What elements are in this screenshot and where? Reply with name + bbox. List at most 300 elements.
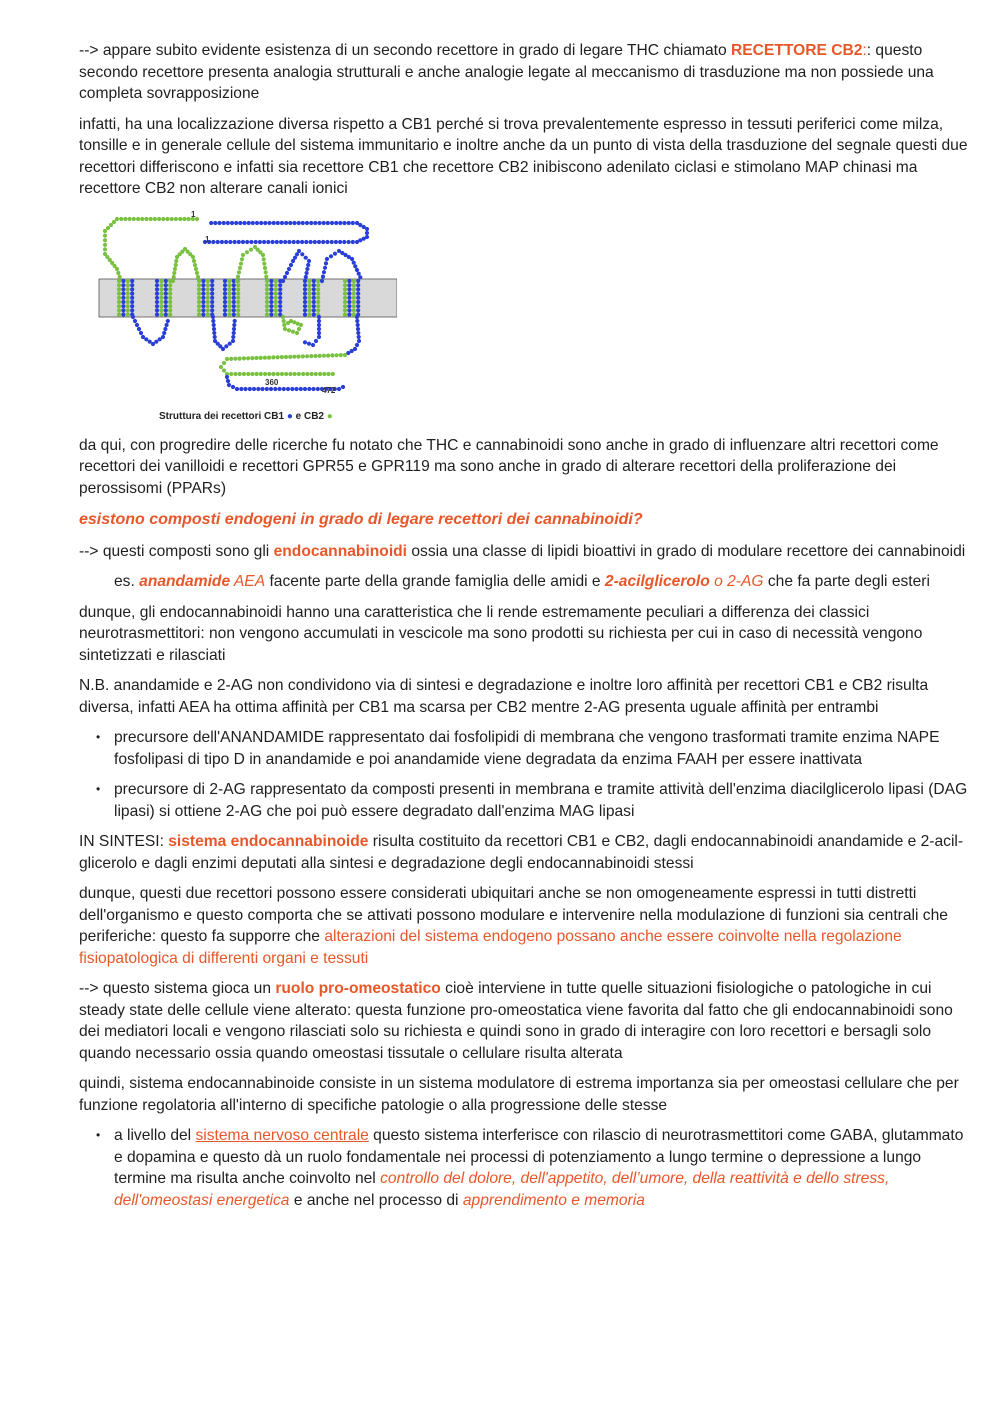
- paragraph-nb: N.B. anandamide e 2-AG non condividono via di sintesi e degradazione e inoltre loro affinità per recettori CB1 e CB2 risulta diversa, infatti AEA ha ottima affinità per CB1 ma scarsa per CB2 mentre 2-AG presenta uguale affinità per entrambi: [79, 677, 929, 716]
- helix-dot: [126, 287, 130, 291]
- helix-dot: [316, 291, 320, 295]
- helix-dot: [117, 295, 121, 299]
- nterm-chain-green: [112, 219, 116, 223]
- helix-dot: [201, 299, 205, 303]
- ecl-chain: [238, 265, 242, 269]
- helix-dot: [274, 291, 278, 295]
- ecl-chain: [262, 257, 266, 261]
- helix-dot: [307, 287, 311, 291]
- helix-dot: [303, 312, 307, 316]
- icl-chain: [144, 337, 148, 341]
- helix-dot: [312, 291, 316, 295]
- nterm-chain-blue: [258, 239, 262, 243]
- nterm-chain-green: [106, 225, 110, 229]
- nterm-chain-blue: [317, 220, 321, 224]
- helix-dot: [126, 312, 130, 316]
- icl-chain: [224, 344, 228, 348]
- helix-dot: [155, 304, 159, 308]
- icl-chain: [317, 334, 321, 338]
- ecl-chain: [236, 274, 240, 278]
- cterm-chain-blue: [294, 386, 298, 390]
- helix-dot: [343, 283, 347, 287]
- nterm-chain-green: [103, 233, 107, 237]
- icl-chain: [314, 338, 318, 342]
- helix-dot: [223, 308, 227, 312]
- cterm-chain-green: [339, 353, 343, 357]
- helix-dot: [352, 304, 356, 308]
- helix-dot: [168, 295, 172, 299]
- caption-text-2: e CB2: [295, 410, 324, 422]
- ecl-chain: [194, 266, 198, 270]
- ecl-chain: [263, 265, 267, 269]
- cterm-chain-green: [229, 356, 233, 360]
- label-472: 472: [322, 385, 336, 395]
- helix-dot: [197, 291, 201, 295]
- nterm-chain-blue: [309, 239, 313, 243]
- ecl-chain: [353, 264, 357, 268]
- helix-dot: [121, 291, 125, 295]
- helix-dot: [312, 308, 316, 312]
- helix-dot: [206, 278, 210, 282]
- icl-chain: [232, 326, 236, 330]
- ecl-chain: [305, 266, 309, 270]
- helix-dot: [347, 291, 351, 295]
- nterm-chain-green: [170, 216, 174, 220]
- nterm-chain-blue: [220, 239, 224, 243]
- helix-dot: [347, 295, 351, 299]
- nterm-chain-blue: [242, 220, 246, 224]
- icl-chain: [232, 322, 236, 326]
- nterm-chain-blue: [247, 220, 251, 224]
- helix-dot: [232, 312, 236, 316]
- nterm-chain-blue: [226, 220, 230, 224]
- helix-dot: [121, 299, 125, 303]
- helix-dot: [232, 291, 236, 295]
- icl-chain: [317, 322, 321, 326]
- helix-dot: [347, 287, 351, 291]
- helix-dot: [227, 291, 231, 295]
- cterm-chain-green: [276, 371, 280, 375]
- text: --> questi composti sono gli: [79, 542, 274, 560]
- ecl-chain: [171, 278, 175, 282]
- nterm-chain-green: [115, 266, 119, 270]
- ecl-chain: [358, 275, 362, 279]
- cterm-chain-green: [284, 371, 288, 375]
- cterm-chain-blue: [282, 386, 286, 390]
- helix-dot: [168, 304, 172, 308]
- list-item-text: precursore di 2-AG rappresentato da composti presenti in membrana e tramite attività dell'enzima diacilglicerolo lipasi (DAG lipasi) si ottiene 2-AG che poi può essere degradato dall'enzima MAG lipasi: [114, 781, 968, 820]
- icl-chain: [356, 322, 360, 326]
- helix-dot: [274, 299, 278, 303]
- helix-dot: [206, 299, 210, 303]
- icl-chain: [154, 339, 158, 343]
- icl-chain: [297, 326, 301, 330]
- helix-dot: [347, 308, 351, 312]
- cterm-chain-green: [229, 371, 233, 375]
- helix-dot: [206, 308, 210, 312]
- helix-dot: [269, 295, 273, 299]
- paragraph-ubiquitous: [79, 883, 969, 969]
- ecl-chain: [321, 274, 325, 278]
- paragraph-cb2-intro: [79, 40, 969, 105]
- ecl-chain: [239, 261, 243, 265]
- helix-dot: [164, 291, 168, 295]
- text: dunque, questi due recettori possono essere considerati ubiquitari anche se non omogeneamente espressi in tutti distretti dell'organismo e questo comporta che se attivati possono modulare e intervenire nella modulazione di funzioni sia centrali che periferiche: questo fa supporre che: [79, 885, 948, 945]
- cterm-chain-blue: [307, 386, 311, 390]
- helix-dot: [227, 304, 231, 308]
- helix-dot: [206, 304, 210, 308]
- nterm-chain-green: [132, 216, 136, 220]
- cterm-chain-blue: [243, 386, 247, 390]
- nterm-chain-blue: [322, 220, 326, 224]
- ecl-chain: [324, 261, 328, 265]
- nterm-chain-blue: [342, 239, 346, 243]
- helix-dot: [201, 283, 205, 287]
- nterm-chain-green: [116, 270, 120, 274]
- cterm-chain-green: [322, 371, 326, 375]
- nterm-chain-blue: [234, 220, 238, 224]
- helix-dot: [223, 291, 227, 295]
- icl-chain: [233, 318, 237, 322]
- ecl-chain: [172, 274, 176, 278]
- helix-dot: [356, 287, 360, 291]
- ecl-chain: [285, 270, 289, 274]
- helix-dot: [316, 299, 320, 303]
- cterm-chain-blue: [273, 386, 277, 390]
- helix-dot: [312, 287, 316, 291]
- ecl-chain: [193, 262, 197, 266]
- helix-dot: [168, 291, 172, 295]
- cterm-chain-green: [326, 353, 330, 357]
- helix-dot: [155, 287, 159, 291]
- helix-dot: [164, 283, 168, 287]
- cterm-chain-blue: [290, 386, 294, 390]
- icl-chain: [212, 330, 216, 334]
- helix-dot: [232, 287, 236, 291]
- receptor-diagram: [87, 209, 397, 414]
- list-item-text: precursore dell'ANANDAMIDE rappresentato dai fosfolipidi di membrana che vengono trasformati tramite enzima NAPE fosfolipasi di tipo D in anandamide e poi anandamide viene degradata da enzima FAAH per essere inattivata: [114, 729, 940, 768]
- cterm-chain-green: [259, 371, 263, 375]
- nterm-chain-blue: [334, 239, 338, 243]
- helix-dot: [223, 287, 227, 291]
- helix-dot: [121, 308, 125, 312]
- label-1-top: 1: [191, 209, 196, 219]
- nterm-chain-blue: [245, 239, 249, 243]
- nterm-chain-blue: [272, 220, 276, 224]
- helix-dot: [159, 278, 163, 282]
- helix-dot: [278, 304, 282, 308]
- icl-chain: [282, 322, 286, 326]
- icl-chain: [213, 334, 217, 338]
- helix-dot: [303, 291, 307, 295]
- cterm-chain-green: [250, 356, 254, 360]
- icl-chain: [295, 330, 299, 334]
- cterm-chain-green: [288, 354, 292, 358]
- helix-dot: [356, 299, 360, 303]
- nterm-chain-blue: [271, 239, 275, 243]
- bullet-dot: •: [96, 782, 101, 796]
- helix-dot: [130, 283, 134, 287]
- section-heading: esistono composti endogeni in grado di legare recettori dei cannabinoidi?: [79, 511, 643, 528]
- nterm-chain-green: [128, 216, 132, 220]
- cterm-chain-blue: [225, 374, 229, 378]
- paragraph-examples: [114, 571, 969, 593]
- cterm-chain-green: [225, 356, 229, 360]
- cterm-chain-green: [313, 353, 317, 357]
- ecl-chain: [305, 270, 309, 274]
- icl-chain: [311, 342, 315, 346]
- cterm-chain-blue: [341, 384, 345, 388]
- helix-dot: [278, 295, 282, 299]
- helix-dot: [307, 312, 311, 316]
- cterm-chain-green: [238, 356, 242, 360]
- icl-chain: [287, 328, 291, 332]
- helix-dot: [201, 287, 205, 291]
- highlight-term: endocannabinoidi: [273, 542, 408, 560]
- cterm-chain-blue: [311, 386, 315, 390]
- ecl-chain: [304, 274, 308, 278]
- nterm-chain-blue: [313, 239, 317, 243]
- cterm-chain-green: [242, 356, 246, 360]
- helix-dot: [155, 308, 159, 312]
- helix-dot: [227, 312, 231, 316]
- nterm-chain-green: [109, 222, 113, 226]
- text: es.: [114, 573, 140, 590]
- helix-dot: [278, 291, 282, 295]
- document-page: [79, 40, 969, 1220]
- cterm-chain-green: [318, 371, 322, 375]
- helix-dot: [155, 291, 159, 295]
- helix-dot: [343, 291, 347, 295]
- cterm-chain-green: [267, 355, 271, 359]
- text: a livello del: [114, 1127, 196, 1144]
- ecl-chain: [264, 270, 268, 274]
- icl-chain: [211, 314, 215, 318]
- ecl-chain: [172, 270, 176, 274]
- helix-dot: [352, 308, 356, 312]
- helix-dot: [117, 299, 121, 303]
- helix-dot: [197, 308, 201, 312]
- icl-chain: [317, 314, 321, 318]
- helix-dot: [121, 278, 125, 282]
- icl-chain: [139, 330, 143, 334]
- helix-dot: [274, 312, 278, 316]
- ecl-chain: [174, 258, 178, 262]
- ecl-chain: [355, 267, 359, 271]
- text: e anche nel processo di: [289, 1191, 463, 1209]
- helix-dot: [121, 295, 125, 299]
- cterm-chain-blue: [256, 386, 260, 390]
- helix-dot: [210, 299, 214, 303]
- helix-dot: [265, 291, 269, 295]
- helix-dot: [223, 304, 227, 308]
- icl-chain: [356, 326, 360, 330]
- bullet-dot: •: [96, 730, 101, 744]
- helix-dot: [307, 291, 311, 295]
- helix-dot: [117, 278, 121, 282]
- helix-dot: [164, 312, 168, 316]
- helix-dot: [269, 304, 273, 308]
- cterm-chain-green: [242, 371, 246, 375]
- cterm-chain-green: [219, 364, 223, 368]
- nterm-chain-blue: [238, 220, 242, 224]
- helix-dot: [223, 295, 227, 299]
- text: cioè interviene in tutte quelle situazioni fisiologiche o patologiche in cui steady state delle cellule viene alterato: questa funzione pro-omeostatica viene favorita dal fatto che gli endocannabinoidi sono dei mediatori locali e vengono rilasciati solo su richiesta e quindi sono in grado di interagire con loro recettori e bersagli solo quando necessario ossia quando omeostasi tissutale o cellulare risulta alterata: [79, 980, 953, 1062]
- helix-dot: [130, 299, 134, 303]
- helix-dot: [316, 287, 320, 291]
- ecl-chain: [297, 248, 301, 252]
- text: facente parte della grande famiglia delle amidi e: [265, 573, 605, 590]
- nterm-chain-green: [103, 242, 107, 246]
- nterm-chain-blue: [347, 239, 351, 243]
- icl-chain: [281, 314, 285, 318]
- nterm-chain-blue: [211, 239, 215, 243]
- icl-chain: [355, 318, 359, 322]
- helix-dot: [201, 308, 205, 312]
- helix-dot: [117, 308, 121, 312]
- nterm-chain-blue: [334, 220, 338, 224]
- helix-dot: [197, 283, 201, 287]
- helix-dot: [164, 278, 168, 282]
- ecl-chain: [196, 274, 200, 278]
- nterm-chain-blue: [255, 220, 259, 224]
- helix-dot: [210, 283, 214, 287]
- ecl-chain: [173, 266, 177, 270]
- nterm-chain-green: [119, 216, 123, 220]
- cterm-chain-blue: [231, 384, 235, 388]
- cterm-chain-green: [314, 371, 318, 375]
- helix-dot: [274, 283, 278, 287]
- helix-dot: [307, 295, 311, 299]
- helix-dot: [269, 308, 273, 312]
- highlight-term: ruolo pro-omeostatico: [275, 980, 441, 997]
- helix-dot: [303, 295, 307, 299]
- ecl-chain: [307, 258, 311, 262]
- nterm-chain-green: [103, 238, 107, 242]
- cterm-chain-green: [301, 371, 305, 375]
- helix-dot: [312, 304, 316, 308]
- icl-chain: [231, 334, 235, 338]
- nterm-chain-blue: [330, 220, 334, 224]
- nterm-chain-blue: [292, 220, 296, 224]
- cterm-chain-blue: [303, 386, 307, 390]
- helix-dot: [130, 278, 134, 282]
- nterm-chain-blue: [237, 239, 241, 243]
- paragraph-other-receptors: da qui, con progredire delle ricerche fu notato che THC e cannabinoidi sono anche in grado di influenzare altri recettori come recettori dei vanilloidi e recettori GPR55 e GPR119 ma sono anche in grado di alterare recettori della proliferazione dei perossisomi (PPARs): [79, 436, 939, 497]
- highlight-functions: controllo del dolore, dell'appetito, dell’umore, della reattività e dello stress, dell'omeostasi energetica: [114, 1170, 890, 1209]
- cterm-chain-blue: [252, 386, 256, 390]
- helix-dot: [227, 278, 231, 282]
- cterm-chain-green: [267, 371, 271, 375]
- cterm-chain-blue: [299, 386, 303, 390]
- helix-dot: [347, 299, 351, 303]
- helix-dot: [159, 291, 163, 295]
- nterm-chain-blue: [283, 239, 287, 243]
- nterm-chain-green: [161, 216, 165, 220]
- icl-chain: [231, 338, 235, 342]
- nterm-chain-blue: [325, 239, 329, 243]
- list-item: [79, 1125, 969, 1211]
- cterm-chain-blue: [239, 386, 243, 390]
- nterm-chain-blue: [300, 239, 304, 243]
- icl-chain: [133, 318, 137, 322]
- helix-dot: [121, 287, 125, 291]
- helix-dot: [227, 283, 231, 287]
- helix-dot: [265, 304, 269, 308]
- icl-chain: [163, 326, 167, 330]
- text: : questo secondo recettore presenta analogia strutturali e anche analogie legate al meccanismo di trasduzione ma non possiede una completa sovrapposizione: [79, 42, 934, 102]
- nterm-chain-blue: [301, 220, 305, 224]
- ecl-chain: [261, 252, 265, 256]
- nterm-chain-green: [182, 216, 186, 220]
- helix-dot: [126, 295, 130, 299]
- nterm-chain-blue: [259, 220, 263, 224]
- helix-dot: [316, 304, 320, 308]
- helix-dot: [232, 308, 236, 312]
- text: --> appare subito evidente esistenza di un secondo recettore in grado di legare THC chiamato: [79, 42, 731, 59]
- helix-dot: [117, 312, 121, 316]
- helix-dot: [312, 299, 316, 303]
- icl-chain: [135, 322, 139, 326]
- cterm-chain-blue: [337, 386, 341, 390]
- nterm-chain-green: [149, 216, 153, 220]
- nterm-chain-blue: [230, 220, 234, 224]
- ecl-chain: [287, 266, 291, 270]
- nterm-chain-blue: [347, 220, 351, 224]
- figure-caption: [159, 411, 333, 423]
- icl-chain: [212, 326, 216, 330]
- cterm-chain-green: [305, 371, 309, 375]
- helix-dot: [159, 299, 163, 303]
- nterm-chain-blue: [288, 220, 292, 224]
- helix-dot: [168, 287, 172, 291]
- nterm-chain-blue: [276, 220, 280, 224]
- ecl-chain: [283, 274, 287, 278]
- helix-dot: [347, 278, 351, 282]
- helix-dot: [159, 283, 163, 287]
- colon: :: [862, 42, 867, 59]
- icl-chain: [286, 320, 290, 324]
- nterm-chain-green: [136, 216, 140, 220]
- helix-dot: [164, 304, 168, 308]
- helix-dot: [269, 299, 273, 303]
- helix-dot: [316, 278, 320, 282]
- cterm-chain-green: [310, 371, 314, 375]
- highlight-memory: apprendimento e memoria: [462, 1191, 645, 1209]
- helix-dot: [307, 299, 311, 303]
- nterm-chain-blue: [263, 220, 267, 224]
- helix-dot: [352, 295, 356, 299]
- nterm-chain-blue: [249, 239, 253, 243]
- nterm-chain-green: [103, 247, 107, 251]
- nterm-chain-green: [115, 216, 119, 220]
- helix-dot: [223, 299, 227, 303]
- helix-dot: [316, 295, 320, 299]
- helix-dot: [223, 278, 227, 282]
- icl-chain: [317, 330, 321, 334]
- text: IN SINTESI:: [79, 833, 169, 850]
- helix-dot: [126, 299, 130, 303]
- cterm-chain-blue: [277, 386, 281, 390]
- cterm-chain-blue: [227, 382, 231, 386]
- helix-dot: [130, 287, 134, 291]
- helix-dot: [316, 308, 320, 312]
- helix-dot: [117, 291, 121, 295]
- ecl-chain: [241, 252, 245, 256]
- helix-dot: [159, 295, 163, 299]
- paragraph-summary: [79, 831, 969, 874]
- nterm-chain-blue: [279, 239, 283, 243]
